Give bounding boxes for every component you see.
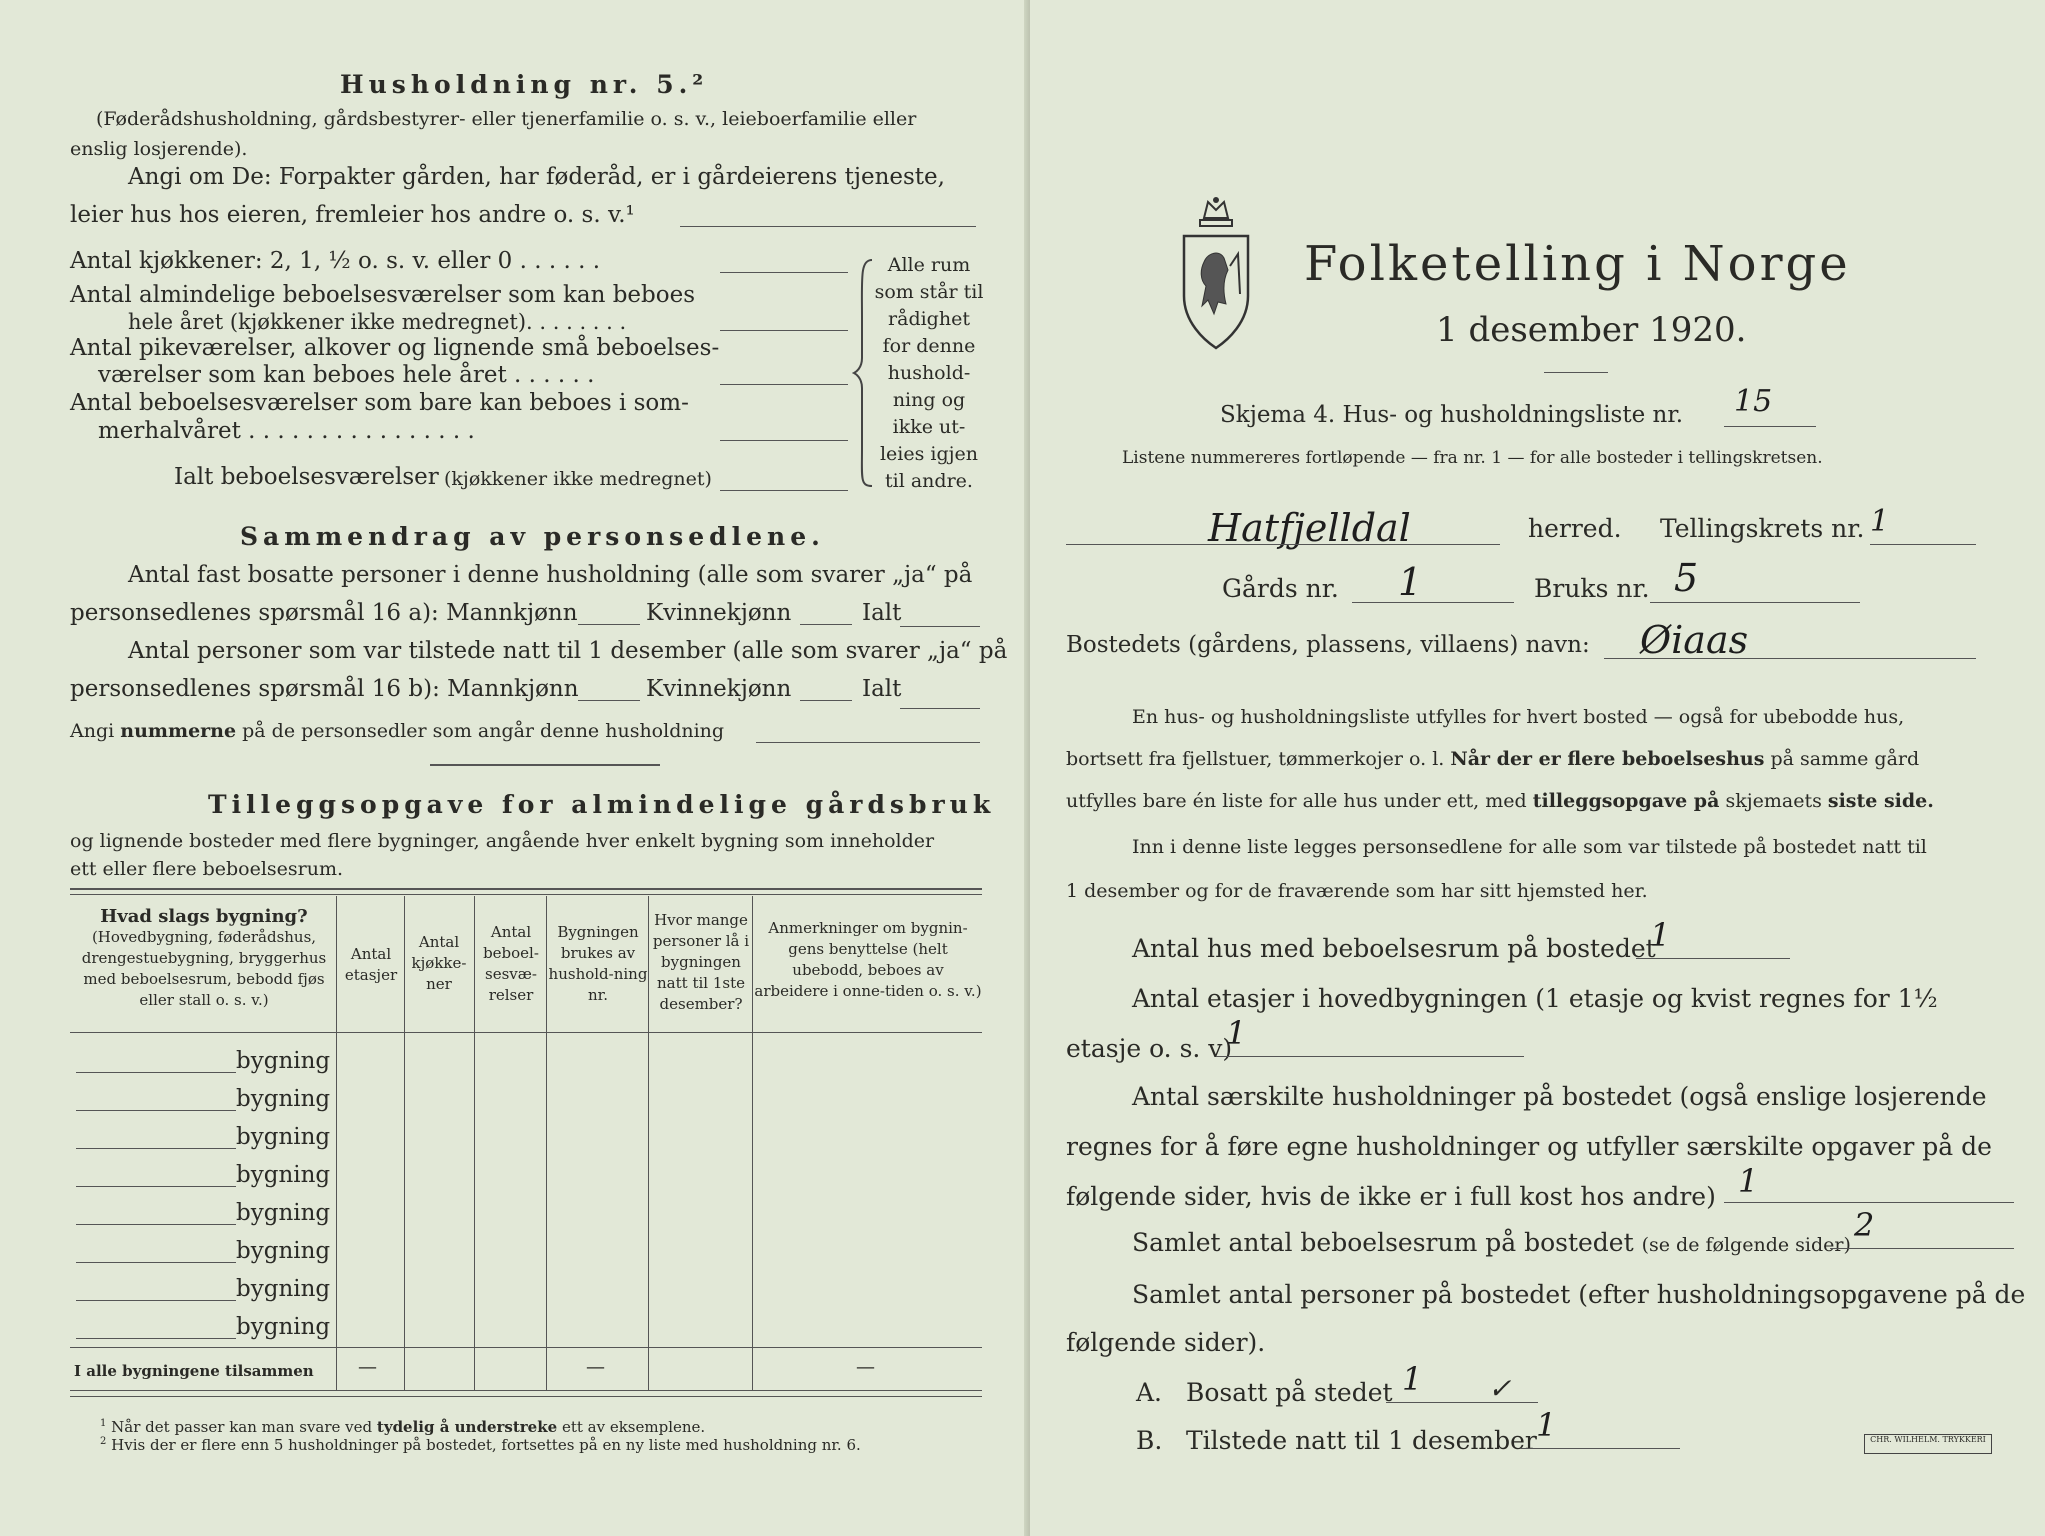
footnote-1-post: ett av eksemplene. [561,1418,706,1436]
numbers-q-pre: Angi [70,720,115,742]
summer-rooms-label-cont: merhalvåret . . . . . . . . . . . . . . . . [98,418,475,444]
col-header-household: Bygningen brukes av hushold-ning nr. [548,923,648,1004]
row-label: bygning [236,1124,331,1150]
footnote-2-text: Hvis der er flere enn 5 husholdninger på bostedet, fortsettes på en ny liste med husholdning nr. 6. [111,1436,861,1454]
norwegian-coat-of-arms-icon [1178,196,1254,352]
building-type-line[interactable] [76,1186,236,1187]
household-note-cont: enslig losjerende). [70,138,248,160]
right-page [1030,0,2045,1536]
present-total-label: Ialt [862,676,902,702]
title-rule [1544,372,1608,373]
maid-rooms-answer-line[interactable] [720,384,848,385]
ordinary-rooms-answer-line[interactable] [720,330,848,331]
side-note-line: for denne [882,335,976,357]
household-question: Angi om De: Forpakter gården, har føderåd, er i gårdeierens tjeneste, [128,164,945,190]
present-female-label: Kvinnekjønn [646,676,792,702]
household-note: (Føderådshusholdning, gårdsbestyrer- eller tjenerfamilie o. s. v., leieboerfamilie eller [96,108,917,130]
supplement-title: Tilleggsopgave for almindelige gårdsbruk [208,790,996,819]
personsedler-numbers-q [70,720,724,742]
table-col-divider [648,896,649,1390]
floors-line[interactable] [1216,1056,1524,1057]
table-col-divider [404,896,405,1390]
total-household-dash: — [586,1356,605,1378]
personsedler-numbers-line[interactable] [756,742,980,743]
footnote-1-bold: tydelig å understreke [376,1418,558,1436]
total-rooms-note: (kjøkkener ikke medregnet) [444,468,712,490]
building-type-line[interactable] [76,1300,236,1301]
total-floors-dash: — [358,1356,377,1378]
ordinary-rooms-label: Antal almindelige beboelsesværelser som kan beboes [70,282,696,308]
total-rooms-answer-line[interactable] [720,490,848,491]
total-remarks-dash: — [856,1356,875,1378]
side-note-line: ning og [892,389,966,411]
schema-number: 15 [1734,384,1773,419]
gards-value: 1 [1398,560,1423,604]
col-header-floors: Antal etasjer [344,945,398,984]
building-type-line[interactable] [76,1072,236,1073]
rooms-total-note: (se de følgende sider) [1641,1234,1851,1256]
herred-line[interactable] [1066,544,1500,545]
supplement-desc-cont: ett eller flere beboelsesrum. [70,858,344,880]
row-label: bygning [236,1048,331,1074]
row-label: bygning [236,1162,331,1188]
schema-label: Skjema 4. Hus- og husholdningsliste nr. [1220,402,1684,428]
table-col-divider [336,896,337,1390]
resident-total-label: Ialt [862,600,902,626]
present-male-line[interactable] [578,700,640,701]
resident-female-line[interactable] [800,624,852,625]
col-header-persons: Hvor mange personer lå i bygningen natt til 1ste desember? [652,911,750,1013]
households-value: 1 [1738,1162,1759,1200]
col-building-title: Hvad slags bygning? [100,906,308,927]
houses-label: Antal hus med beboelsesrum på bostedet [1132,934,1656,963]
present-label: Tilstede natt til 1 desember [1186,1426,1537,1455]
census-title: Folketelling i Norge [1304,236,1851,292]
houses-line[interactable] [1636,958,1790,959]
total-rooms-label: Ialt beboelsesværelser [174,464,439,490]
resident-value: 1 [1402,1360,1457,1398]
col-header-building [74,906,334,1011]
household-title: Husholdning nr. 5.² [340,70,709,99]
summary-present-q: Antal personer som var tilstede natt til 1 desember (alle som svarer „ja“ på [128,638,1008,664]
footnote-1-marker: 1 [100,1418,107,1429]
instructions-3 [1066,790,1934,812]
supplement-desc: og lignende bosteder med flere bygninger, angående hver enkelt bygning som inneholder [70,830,935,852]
resident-male-line[interactable] [578,624,640,625]
summary-resident-q: Antal fast bosatte personer i denne husholdning (alle som svarer „ja“ på [128,562,973,588]
table-total-rule [70,1347,982,1348]
maid-rooms-label-cont: værelser som kan beboes hele året . . . . . . [98,362,595,388]
summer-rooms-answer-line[interactable] [720,440,848,441]
table-col-divider [546,896,547,1390]
floors-value: 1 [1226,1014,1247,1052]
instr-2-post: på samme gård [1770,748,1920,770]
households-line[interactable] [1724,1202,2014,1203]
household-question-cont: leier hus hos eieren, fremleier hos andre o. s. v.¹ [70,202,635,228]
census-date: 1 desember 1920. [1436,310,1747,350]
side-note-line: Alle rum [887,254,971,276]
gards-line[interactable] [1352,602,1514,603]
houses-value: 1 [1650,916,1671,954]
persons-total-label: Samlet antal personer på bostedet (efter husholdningsopgavene på de [1132,1280,2026,1309]
rooms-total-value: 2 [1854,1206,1875,1244]
instructions-2 [1066,748,1919,770]
side-note-line: leies igjen [879,443,979,465]
bosted-label: Bostedets (gårdens, plassens, villaens) navn: [1066,632,1590,658]
present-female-line[interactable] [800,700,852,701]
instr-2-pre: bortsett fra fjellstuer, tømmerkojer o. l. [1066,748,1445,770]
resident-total-line[interactable] [900,626,980,627]
numbers-q-post: på de personsedler som angår denne husholdning [242,720,725,742]
occupancy-answer-line[interactable] [680,226,976,227]
building-type-line[interactable] [76,1148,236,1149]
instr-3-bold: tilleggsopgave på [1532,790,1720,812]
footnote-2-marker: 2 [100,1436,107,1447]
building-type-line[interactable] [76,1262,236,1263]
side-note-line: rådighet [888,308,970,330]
row-label: bygning [236,1276,331,1302]
summary-title: Sammendrag av personsedlene. [240,522,825,551]
krets-line[interactable] [1870,544,1976,545]
building-type-line[interactable] [76,1110,236,1111]
col-building-desc: (Hovedbygning, føderådshus, drengestuebygning, bryggerhus med beboelsesrum, bebodd fjøs eller stall o. s. v.) [81,928,327,1009]
building-type-line[interactable] [76,1224,236,1225]
instructions-4: Inn i denne liste legges personsedlene for alle som var tilstede på bostedet natt til [1132,836,1927,858]
ordinary-rooms-label-cont: hele året (kjøkkener ikke medregnet). . . . . . . . [128,310,627,334]
rooms-total-text: Samlet antal beboelsesrum på bostedet [1132,1228,1634,1257]
herred-label: herred. [1528,514,1622,543]
col-header-rooms: Antal beboel-sesvæ-relser [483,923,539,1004]
present-line[interactable] [1520,1448,1680,1449]
resident-female-label: Kvinnekjønn [646,600,792,626]
section-divider [430,764,660,766]
instructions-5: 1 desember og for de fraværende som har sitt hjemsted her. [1066,880,1648,902]
table-col-divider [752,896,753,1390]
krets-label: Tellingskrets nr. [1660,514,1865,543]
resident-label: Bosatt på stedet [1186,1378,1393,1407]
instr-3-mid: skjemaets [1725,790,1822,812]
table-top-rule-2 [70,894,982,895]
table-bottom-rule-2 [70,1396,982,1397]
bruks-value: 5 [1674,556,1699,600]
resident-line[interactable] [1386,1402,1538,1403]
rooms-side-note [874,252,984,495]
row-label: bygning [236,1086,331,1112]
summary-resident-q-cont: personsedlenes spørsmål 16 a): Mannkjønn [70,600,578,626]
households-label-2: regnes for å føre egne husholdninger og utfyller særskilte opgaver på de [1066,1132,1992,1161]
kitchens-label: Antal kjøkkener: 2, 1, ½ o. s. v. eller 0 . . . . . . [70,248,601,274]
table-total-label: I alle bygningene tilsammen [74,1362,314,1380]
floors-label: Antal etasjer i hovedbygningen (1 etasje og kvist regnes for 1½ [1132,984,1938,1013]
footnote-2 [100,1436,861,1454]
bosted-line[interactable] [1604,658,1976,659]
summary-present-q-cont: personsedlenes spørsmål 16 b): Mannkjønn [70,676,579,702]
resident-check-icon: ✓ [1488,1372,1512,1405]
instr-3-bold2: siste side. [1827,790,1934,812]
summer-rooms-label: Antal beboelsesværelser som bare kan beboes i som- [70,390,689,416]
row-label: bygning [236,1200,331,1226]
present-value: 1 [1536,1406,1557,1444]
numbering-note: Listene nummereres fortløpende — fra nr. 1 — for alle bosteder i tellingskretsen. [1122,448,1823,468]
persons-total-label-cont: følgende sider). [1066,1328,1266,1357]
schema-number-line[interactable] [1724,426,1816,427]
maid-rooms-label: Antal pikeværelser, alkover og lignende små beboelses- [70,335,720,361]
instructions-1: En hus- og husholdningsliste utfylles for hvert bosted — også for ubebodde hus, [1132,706,1905,728]
present-total-line[interactable] [900,708,980,709]
printer-stamp: CHR. WILHELM. TRYKKERI [1864,1434,1992,1454]
krets-value: 1 [1870,504,1890,539]
table-col-divider [474,896,475,1390]
building-type-line[interactable] [76,1338,236,1339]
bruks-line[interactable] [1650,602,1860,603]
gards-label: Gårds nr. [1222,574,1339,603]
side-note-line: hushold- [887,362,971,384]
instr-2-bold: Når der er flere beboelseshus [1450,748,1765,770]
footnote-1 [100,1418,705,1436]
numbers-q-bold: nummerne [120,720,237,742]
side-note-line: som står til [874,281,984,303]
rooms-total-label [1132,1228,1851,1257]
table-header-rule [70,1032,982,1033]
row-label: bygning [236,1238,331,1264]
kitchens-answer-line[interactable] [720,272,848,273]
bruks-label: Bruks nr. [1534,574,1650,603]
floors-label-cont: etasje o. s. v) [1066,1034,1233,1063]
footnote-1-pre: Når det passer kan man svare ved [111,1418,373,1436]
households-label: Antal særskilte husholdninger på bostedet (også enslige losjerende [1132,1082,1987,1111]
side-note-line: til andre. [885,470,973,492]
rooms-total-line[interactable] [1830,1248,2014,1249]
resident-letter: A. [1136,1378,1163,1407]
col-header-kitchens: Antal kjøkke-ner [411,933,467,993]
table-bottom-rule [70,1390,982,1391]
table-top-rule [70,888,982,890]
col-header-remarks: Anmerkninger om bygnin-gens benyttelse (helt ubebodd, beboes av arbeidere i onne-tiden o. s. v.) [754,919,982,1000]
households-label-3: følgende sider, hvis de ikke er i full kost hos andre) [1066,1182,1716,1211]
bosted-value: Øiaas [1640,618,1749,662]
brace-icon [852,258,876,488]
herred-value: Hatfjelldal [1208,506,1411,550]
instr-3-pre: utfylles bare én liste for alle hus under ett, med [1066,790,1527,812]
side-note-line: ikke ut- [892,416,966,438]
present-letter: B. [1136,1426,1163,1455]
row-label: bygning [236,1314,331,1340]
